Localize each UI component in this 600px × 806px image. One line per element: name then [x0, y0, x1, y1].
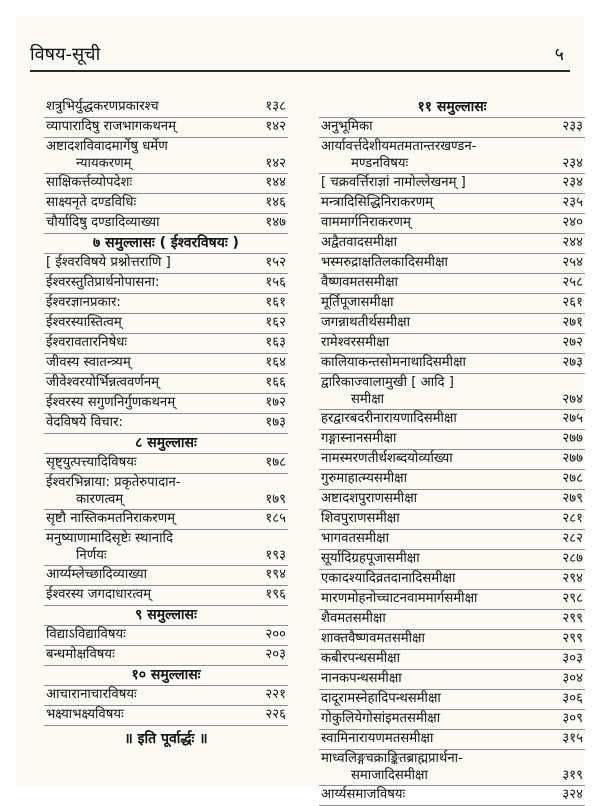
toc-entry-page: २६१	[562, 295, 583, 310]
toc-entry	[319, 650, 585, 670]
section-heading: ११ समुल्लासः	[319, 98, 585, 118]
toc-entry-page: २३५	[562, 195, 583, 210]
toc-entry-page: २९९	[562, 611, 583, 626]
toc-entry	[319, 450, 585, 470]
toc-entry-page: २००	[265, 627, 286, 642]
toc-entry	[319, 334, 585, 354]
toc-entry-title: कबीरपन्थसमीक्षा	[321, 651, 400, 666]
toc-entry	[319, 274, 585, 294]
toc-entry	[44, 354, 288, 374]
toc-entry-page: २७७	[562, 431, 583, 446]
toc-entry	[319, 590, 585, 610]
toc-entry	[44, 294, 288, 314]
toc-entry	[319, 470, 585, 490]
toc-entry-page: ३०९	[562, 711, 583, 726]
toc-right-column	[319, 98, 585, 806]
toc-entry	[319, 730, 585, 750]
toc-entry	[44, 138, 288, 174]
toc-entry-title: ईश्वरस्य सगुणनिर्गुणकथनम्	[46, 395, 176, 410]
document-page	[16, 16, 584, 802]
toc-entry-title: कालियाकन्तसोमनाथादिसमीक्षा	[321, 355, 466, 370]
toc-entry	[44, 414, 288, 434]
toc-entry-page: २८२	[562, 531, 583, 546]
toc-entry	[319, 254, 585, 274]
toc-entry-title-line: न्यायकरणम्	[76, 156, 132, 171]
toc-entry-title: नानकपन्थसमीक्षा	[321, 671, 402, 686]
toc-entry-page: ३१९	[562, 768, 583, 783]
toc-entry-page: १७९	[265, 492, 286, 507]
toc-entry-title: सृष्ट्युत्पत्त्यादिविषयः	[46, 455, 137, 470]
toc-entry-page: १७३	[265, 415, 286, 430]
toc-entry-title: चौर्यादिषु दण्डादिव्याख्या	[46, 215, 160, 230]
toc-entry-title: हरद्वारबदरीनारायणादिसमीक्षा	[321, 411, 457, 426]
toc-entry-title: गोकुलियेगोसांइमतसमीक्षा	[321, 711, 441, 726]
toc-entry-page: १७८	[265, 455, 286, 470]
toc-entry	[319, 430, 585, 450]
toc-entry	[319, 750, 585, 786]
toc-entry-page: २३४	[562, 156, 583, 171]
toc-left-column	[44, 98, 288, 749]
toc-entry-title-line: माध्वलिङ्गचक्राङ्कितब्राह्मप्रार्थना-	[321, 751, 463, 766]
toc-entry-title: ईश्वरज्ञानप्रकार:	[46, 295, 121, 310]
toc-entry-title: एकादश्यादिव्रतदानादिसमीक्षा	[321, 571, 456, 586]
toc-entry-page: २७७	[562, 451, 583, 466]
toc-entry-title: मन्त्रादिसिद्धिनिराकरणम्	[321, 195, 434, 210]
toc-entry	[44, 374, 288, 394]
toc-entry	[44, 586, 288, 606]
toc-entry-title: गङ्गास्नानसमीक्षा	[321, 431, 397, 446]
toc-entry-page: ३०३	[562, 651, 583, 666]
toc-entry-title: भागवतसमीक्षा	[321, 531, 390, 546]
toc-entry	[319, 234, 585, 254]
toc-entry-title-line: समाजादिसमीक्षा	[351, 768, 428, 783]
toc-entry	[319, 354, 585, 374]
toc-entry-title-line: निर्णयः	[76, 548, 107, 563]
toc-entry-title: नामस्मरणतीर्थशब्दयोर्व्याख्या	[321, 451, 453, 466]
toc-entry	[44, 334, 288, 354]
toc-entry	[44, 254, 288, 274]
toc-entry-title: ईश्वरावतारनिषेधः	[46, 335, 128, 350]
toc-entry-page: २२१	[265, 687, 286, 702]
toc-entry-page: १४६	[265, 195, 286, 210]
page-number: ५	[554, 44, 564, 65]
toc-entry-page: २३३	[562, 119, 583, 134]
toc-entry-page: २५८	[562, 275, 583, 290]
toc-entry-title-line: समीक्षा	[351, 392, 385, 407]
toc-entry-title: शाक्तवैष्णवमतसमीक्षा	[321, 631, 425, 646]
running-header	[30, 40, 570, 72]
toc-entry-page: १५२	[265, 255, 286, 270]
toc-entry-page: ३०४	[562, 671, 583, 686]
toc-entry	[319, 294, 585, 314]
toc-entry-page: १४४	[265, 175, 286, 190]
toc-entry-page: २७८	[562, 471, 583, 486]
toc-entry	[319, 786, 585, 806]
toc-entry	[319, 410, 585, 430]
toc-entry-page: २९४	[562, 571, 583, 586]
toc-entry-title	[321, 750, 553, 784]
toc-entry-title: सृष्टौ नास्तिकमतनिराकरणम्	[46, 511, 176, 526]
toc-entry-title: ईश्वरस्य जगदाधारत्वम्	[46, 587, 152, 602]
toc-entry-title	[321, 138, 553, 172]
toc-entry-title: व्यापारादिषु राजभागकथनम्	[46, 119, 176, 134]
toc-entry	[44, 686, 288, 706]
toc-entry	[319, 570, 585, 590]
toc-entry-page: २९८	[562, 591, 583, 606]
toc-entry-title: जीवेश्वरयोर्भिन्नत्ववर्णनम्	[46, 375, 160, 390]
toc-entry-page: २७१	[562, 315, 583, 330]
toc-entry-title: ईश्वरस्यास्तित्वम्	[46, 315, 122, 330]
toc-entry-title: अष्टादशपुराणसमीक्षा	[321, 491, 418, 506]
toc-entry	[44, 274, 288, 294]
toc-entry-title: भस्मरुद्राक्षतिलकादिसमीक्षा	[321, 255, 448, 270]
toc-entry	[44, 706, 288, 726]
toc-entry-page: २०३	[265, 647, 286, 662]
toc-entry-title	[46, 138, 256, 172]
toc-entry	[44, 474, 288, 510]
toc-entry-title: ईश्वरस्तुतिप्रार्थनोपासना:	[46, 275, 160, 290]
toc-entry-page: १३८	[265, 99, 286, 114]
page-title: विषय-सूची	[30, 44, 101, 65]
toc-entry	[44, 530, 288, 566]
toc-entry-page: २७३	[562, 355, 583, 370]
toc-entry-title-line: मण्डनविषयः	[351, 156, 409, 171]
toc-entry	[44, 194, 288, 214]
toc-entry-title: जगन्नाथतीर्थसमीक्षा	[321, 315, 411, 330]
toc-entry-title: गुरुमाहात्म्यसमीक्षा	[321, 471, 408, 486]
toc-entry-title-line: आर्यावर्त्तदेशीयमतमतान्तरखण्डन-	[321, 139, 477, 154]
toc-entry-title: अद्वैतवादसमीक्षा	[321, 235, 398, 250]
toc-entry-title-line: द्वारिकाज्वालामुखी [ आदि ]	[321, 375, 454, 390]
section-heading: ९ समुल्लासः	[44, 606, 288, 626]
toc-entry	[44, 118, 288, 138]
toc-entry-page: २७२	[562, 335, 583, 350]
toc-entry-page: १९३	[265, 548, 286, 563]
toc-entry	[319, 510, 585, 530]
toc-entry-page: १६४	[265, 355, 286, 370]
toc-entry	[319, 710, 585, 730]
toc-entry-title: साक्षिकर्त्तव्योपदेशः	[46, 175, 133, 190]
toc-entry-title: मूर्तिपूजासमीक्षा	[321, 295, 394, 310]
toc-entry-title-line: मनुष्याणामादिसृष्टेः स्थानादि	[46, 531, 173, 546]
toc-entry-title: अनुभूमिका	[321, 119, 373, 134]
toc-entry	[319, 118, 585, 138]
toc-entry	[44, 626, 288, 646]
toc-entry-page: २५४	[562, 255, 583, 270]
toc-entry	[319, 610, 585, 630]
toc-entry-page: १७२	[265, 395, 286, 410]
toc-entry-page: ३१५	[562, 731, 583, 746]
toc-entry-title-line: ईश्वरभिन्नाया: प्रकृतेरुपादान-	[46, 475, 181, 490]
toc-entry	[319, 530, 585, 550]
toc-entry	[44, 454, 288, 474]
toc-entry-title-line: कारणत्वम्	[76, 492, 124, 507]
toc-entry-page: १९६	[265, 587, 286, 602]
toc-entry-title	[321, 374, 553, 408]
toc-entry	[319, 138, 585, 174]
section-heading: ८ समुल्लासः	[44, 434, 288, 454]
toc-entry-title: विद्याऽविद्याविषयः	[46, 627, 126, 642]
toc-entry-title: वाममार्गनिराकरणम्	[321, 215, 411, 230]
toc-entry	[44, 98, 288, 118]
toc-entry-page: २२६	[265, 707, 286, 722]
toc-entry-title	[46, 474, 256, 508]
toc-entry-title: भक्ष्याभक्ष्यविषयः	[46, 707, 124, 722]
toc-entry	[319, 174, 585, 194]
toc-entry	[319, 214, 585, 234]
toc-entry-page: १९४	[265, 567, 286, 582]
toc-entry-page: २७९	[562, 491, 583, 506]
toc-entry-title: मारणमोहनोच्चाटनवाममार्गसमीक्षा	[321, 591, 478, 606]
toc-entry-title: शिवपुराणसमीक्षा	[321, 511, 400, 526]
toc-entry-page: १५६	[265, 275, 286, 290]
toc-entry	[44, 510, 288, 530]
toc-entry-page: १८५	[265, 511, 286, 526]
toc-entry-page: २९९	[562, 631, 583, 646]
toc-entry-title: [ ईश्वरविषये प्रश्नोत्तराणि ]	[46, 255, 171, 270]
toc-entry-title: वैष्णवमतसमीक्षा	[321, 275, 398, 290]
toc-entry-page: १६२	[265, 315, 286, 330]
toc-entry-title: आर्य्यसमाजविषयः	[321, 787, 406, 802]
toc-entry-title: जीवस्य स्वातन्त्र्यम्	[46, 355, 131, 370]
toc-entry	[319, 630, 585, 650]
toc-entry	[319, 194, 585, 214]
section-heading: ७ समुल्लासः ( ईश्वरविषयः )	[44, 234, 288, 254]
toc-entry-title: वेदविषये विचार:	[46, 415, 123, 430]
toc-entry-page: १४२	[265, 156, 286, 171]
toc-entry-page: ३०६	[562, 691, 583, 706]
toc-entry-title: बन्धमोक्षविषयः	[46, 647, 115, 662]
toc-entry-title: स्वामिनारायणमतसमीक्षा	[321, 731, 434, 746]
toc-entry-title: [ चक्रवर्त्तिराज्ञां नामोल्लेखनम् ]	[321, 175, 466, 190]
toc-entry	[319, 690, 585, 710]
toc-entry-title	[46, 530, 256, 564]
section-heading: १० समुल्लासः	[44, 666, 288, 686]
toc-entry-page: २३४	[562, 175, 583, 190]
toc-entry	[319, 550, 585, 570]
toc-entry-page: २८७	[562, 551, 583, 566]
toc-entry-page: १६१	[265, 295, 286, 310]
toc-entry	[319, 670, 585, 690]
toc-entry-title-line: अष्टादशविवादमार्गेषु धर्मेण	[46, 139, 168, 154]
toc-entry-page: १४२	[265, 119, 286, 134]
toc-entry	[319, 314, 585, 334]
toc-entry-title: शत्रुभिर्युद्धकरणप्रकारश्च	[46, 99, 159, 114]
toc-entry-page: १६६	[265, 375, 286, 390]
toc-entry-page: १६३	[265, 335, 286, 350]
toc-entry	[44, 314, 288, 334]
toc-entry-title: सूर्यादिग्रहपूजासमीक्षा	[321, 551, 420, 566]
toc-entry-title: रामेश्वरसमीक्षा	[321, 335, 390, 350]
toc-entry	[44, 394, 288, 414]
toc-entry	[44, 174, 288, 194]
toc-entry-page: २७५	[562, 411, 583, 426]
toc-entry	[44, 646, 288, 666]
toc-entry	[319, 490, 585, 510]
toc-entry-page: १४७	[265, 215, 286, 230]
section-end-marker: ॥ इति पूर्वार्द्धः ॥	[124, 731, 208, 747]
toc-entry-title: दादूरामस्नेहादिपन्थसमीक्षा	[321, 691, 441, 706]
toc-entry-page: ३२४	[562, 787, 583, 802]
toc-entry-page: २७४	[562, 392, 583, 407]
toc-entry-title: साक्ष्यनृते दण्डविधिः	[46, 195, 137, 210]
toc-entry	[44, 566, 288, 586]
toc-entry-page: २८१	[562, 511, 583, 526]
toc-entry-page: २४४	[562, 235, 583, 250]
toc-entry	[44, 214, 288, 234]
toc-entry-title: आचारानाचारविषयः	[46, 687, 137, 702]
toc-entry-title: आर्य्यम्लेच्छादिव्याख्या	[46, 567, 148, 582]
toc-entry	[319, 374, 585, 410]
toc-entry-title: शैवमतसमीक्षा	[321, 611, 386, 626]
toc-entry-page: २४०	[562, 215, 583, 230]
